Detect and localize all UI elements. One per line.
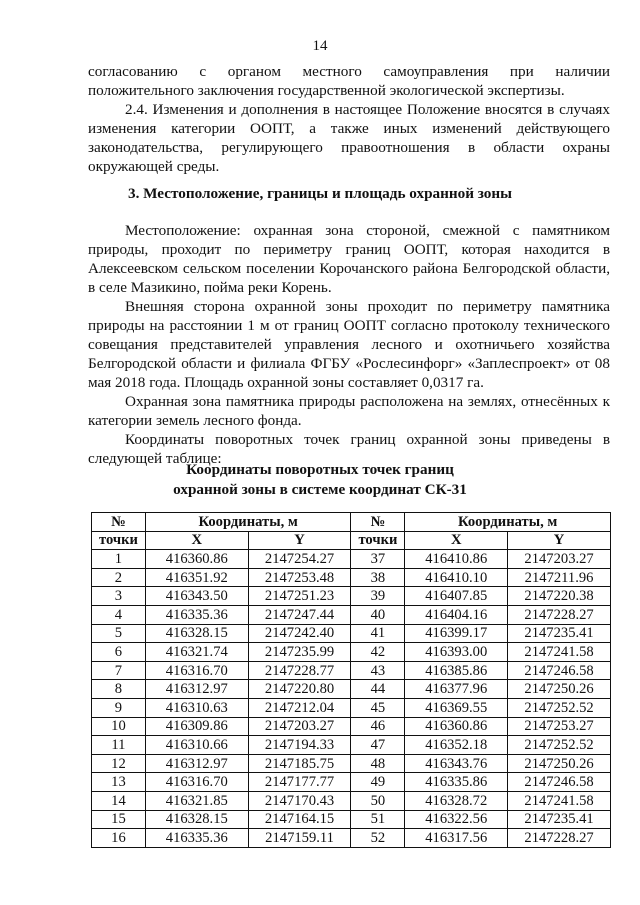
point-number-cell: 46 bbox=[351, 717, 405, 736]
point-number-cell: 1 bbox=[92, 550, 146, 569]
point-number-cell: 5 bbox=[92, 624, 146, 643]
intro-text bbox=[88, 62, 610, 176]
x-coordinate-cell: 416351.92 bbox=[145, 568, 248, 587]
y-coordinate-cell: 2147235.99 bbox=[248, 643, 351, 662]
point-number-cell: 50 bbox=[351, 791, 405, 810]
section-text bbox=[88, 221, 610, 468]
table-row bbox=[92, 568, 611, 587]
point-number-cell: 7 bbox=[92, 661, 146, 680]
point-number-cell: 43 bbox=[351, 661, 405, 680]
table-row bbox=[92, 698, 611, 717]
paragraph: 2.4. Изменения и дополнения в настоящее Положение вносятся в случаях изменения категории ООПТ, а также иных изменений действующего законодательства, регулирующего правоотношения в области охраны окружающей среды. bbox=[88, 101, 610, 175]
y-coordinate-cell: 2147220.80 bbox=[248, 680, 351, 699]
table-row bbox=[92, 736, 611, 755]
point-number-cell: 44 bbox=[351, 680, 405, 699]
point-number-cell: 49 bbox=[351, 773, 405, 792]
y-coordinate-cell: 2147235.41 bbox=[508, 624, 611, 643]
table-row bbox=[92, 810, 611, 829]
table-title-line: Координаты поворотных точек границ bbox=[186, 461, 454, 478]
y-coordinate-cell: 2147246.58 bbox=[508, 773, 611, 792]
x-coordinate-cell: 416316.70 bbox=[145, 661, 248, 680]
paragraph: Координаты поворотных точек границ охранной зоны приведены в следующей таблице: bbox=[88, 431, 610, 467]
y-coordinate-cell: 2147254.27 bbox=[248, 550, 351, 569]
point-number-cell: 6 bbox=[92, 643, 146, 662]
point-number-cell: 8 bbox=[92, 680, 146, 699]
paragraph: Местоположение: охранная зона стороной, смежной с памятником природы, проходит по периметру границ ООПТ, которая находится в Алексеевском сельском поселении Корочанского района Белгородской области, в селе Мазикино, пойма реки Корень. bbox=[88, 222, 610, 296]
x-coordinate-cell: 416385.86 bbox=[405, 661, 508, 680]
x-coordinate-cell: 416321.85 bbox=[145, 791, 248, 810]
table-row bbox=[92, 550, 611, 569]
header-x: X bbox=[405, 531, 508, 550]
table-row bbox=[92, 717, 611, 736]
x-coordinate-cell: 416310.63 bbox=[145, 698, 248, 717]
x-coordinate-cell: 416312.97 bbox=[145, 754, 248, 773]
y-coordinate-cell: 2147212.04 bbox=[248, 698, 351, 717]
point-number-cell: 14 bbox=[92, 791, 146, 810]
section-heading: 3. Местоположение, границы и площадь охранной зоны bbox=[127, 185, 512, 202]
point-number-cell: 11 bbox=[92, 736, 146, 755]
y-coordinate-cell: 2147242.40 bbox=[248, 624, 351, 643]
paragraph: Охранная зона памятника природы расположена на землях, отнесённых к категории земель лесного фонда. bbox=[88, 393, 610, 429]
x-coordinate-cell: 416410.86 bbox=[405, 550, 508, 569]
page-number: 14 bbox=[312, 38, 328, 54]
y-coordinate-cell: 2147250.26 bbox=[508, 680, 611, 699]
x-coordinate-cell: 416312.97 bbox=[145, 680, 248, 699]
header-point-number: № bbox=[351, 513, 405, 532]
y-coordinate-cell: 2147241.58 bbox=[508, 791, 611, 810]
table-row bbox=[92, 605, 611, 624]
point-number-cell: 9 bbox=[92, 698, 146, 717]
table-row bbox=[92, 754, 611, 773]
x-coordinate-cell: 416404.16 bbox=[405, 605, 508, 624]
point-number-cell: 48 bbox=[351, 754, 405, 773]
y-coordinate-cell: 2147253.48 bbox=[248, 568, 351, 587]
header-coordinates: Координаты, м bbox=[405, 513, 611, 532]
x-coordinate-cell: 416343.76 bbox=[405, 754, 508, 773]
y-coordinate-cell: 2147185.75 bbox=[248, 754, 351, 773]
y-coordinate-cell: 2147253.27 bbox=[508, 717, 611, 736]
x-coordinate-cell: 416321.74 bbox=[145, 643, 248, 662]
x-coordinate-cell: 416407.85 bbox=[405, 587, 508, 606]
x-coordinate-cell: 416352.18 bbox=[405, 736, 508, 755]
header-point-number: № bbox=[92, 513, 146, 532]
point-number-cell: 51 bbox=[351, 810, 405, 829]
point-number-cell: 3 bbox=[92, 587, 146, 606]
point-number-cell: 15 bbox=[92, 810, 146, 829]
x-coordinate-cell: 416399.17 bbox=[405, 624, 508, 643]
x-coordinate-cell: 416369.55 bbox=[405, 698, 508, 717]
y-coordinate-cell: 2147194.33 bbox=[248, 736, 351, 755]
y-coordinate-cell: 2147228.27 bbox=[508, 605, 611, 624]
point-number-cell: 47 bbox=[351, 736, 405, 755]
table-row bbox=[92, 643, 611, 662]
table-row bbox=[92, 587, 611, 606]
x-coordinate-cell: 416328.72 bbox=[405, 791, 508, 810]
y-coordinate-cell: 2147177.77 bbox=[248, 773, 351, 792]
header-coordinates: Координаты, м bbox=[145, 513, 351, 532]
paragraph: Внешняя сторона охранной зоны проходит по периметру памятника природы на расстоянии 1 м от границ ООПТ согласно протоколу технического совещания представителей управления лесного и охотничьего хозяйства Белгородской области и филиала ФГБУ «Рослесинфорг» «Заплеспроект» от 08 мая 2018 года. Площадь охранной зоны составляет 0,0317 га. bbox=[88, 298, 610, 391]
x-coordinate-cell: 416335.36 bbox=[145, 605, 248, 624]
y-coordinate-cell: 2147164.15 bbox=[248, 810, 351, 829]
header-y: Y bbox=[508, 531, 611, 550]
x-coordinate-cell: 416360.86 bbox=[405, 717, 508, 736]
table-row bbox=[92, 773, 611, 792]
point-number-cell: 37 bbox=[351, 550, 405, 569]
x-coordinate-cell: 416310.66 bbox=[145, 736, 248, 755]
y-coordinate-cell: 2147211.96 bbox=[508, 568, 611, 587]
y-coordinate-cell: 2147220.38 bbox=[508, 587, 611, 606]
table-row bbox=[92, 624, 611, 643]
y-coordinate-cell: 2147170.43 bbox=[248, 791, 351, 810]
paragraph: согласованию с органом местного самоуправления при наличии положительного заключения государственной экологической экспертизы. bbox=[88, 63, 610, 99]
point-number-cell: 2 bbox=[92, 568, 146, 587]
x-coordinate-cell: 416316.70 bbox=[145, 773, 248, 792]
y-coordinate-cell: 2147228.27 bbox=[508, 829, 611, 848]
y-coordinate-cell: 2147235.41 bbox=[508, 810, 611, 829]
x-coordinate-cell: 416335.86 bbox=[405, 773, 508, 792]
point-number-cell: 10 bbox=[92, 717, 146, 736]
point-number-cell: 13 bbox=[92, 773, 146, 792]
point-number-cell: 45 bbox=[351, 698, 405, 717]
y-coordinate-cell: 2147252.52 bbox=[508, 736, 611, 755]
y-coordinate-cell: 2147228.77 bbox=[248, 661, 351, 680]
coordinates-table bbox=[91, 512, 611, 848]
point-number-cell: 4 bbox=[92, 605, 146, 624]
point-number-cell: 52 bbox=[351, 829, 405, 848]
x-coordinate-cell: 416328.15 bbox=[145, 810, 248, 829]
point-number-cell: 12 bbox=[92, 754, 146, 773]
x-coordinate-cell: 416377.96 bbox=[405, 680, 508, 699]
y-coordinate-cell: 2147252.52 bbox=[508, 698, 611, 717]
point-number-cell: 41 bbox=[351, 624, 405, 643]
table-title bbox=[0, 460, 640, 500]
table-header-row bbox=[92, 531, 611, 550]
header-y: Y bbox=[248, 531, 351, 550]
point-number-cell: 42 bbox=[351, 643, 405, 662]
x-coordinate-cell: 416393.00 bbox=[405, 643, 508, 662]
x-coordinate-cell: 416309.86 bbox=[145, 717, 248, 736]
x-coordinate-cell: 416335.36 bbox=[145, 829, 248, 848]
table-row bbox=[92, 680, 611, 699]
y-coordinate-cell: 2147159.11 bbox=[248, 829, 351, 848]
y-coordinate-cell: 2147241.58 bbox=[508, 643, 611, 662]
table-row bbox=[92, 791, 611, 810]
table-header-row bbox=[92, 513, 611, 532]
y-coordinate-cell: 2147247.44 bbox=[248, 605, 351, 624]
x-coordinate-cell: 416410.10 bbox=[405, 568, 508, 587]
point-number-cell: 39 bbox=[351, 587, 405, 606]
point-number-cell: 40 bbox=[351, 605, 405, 624]
header-point-number: точки bbox=[92, 531, 146, 550]
y-coordinate-cell: 2147251.23 bbox=[248, 587, 351, 606]
point-number-cell: 38 bbox=[351, 568, 405, 587]
header-point-number: точки bbox=[351, 531, 405, 550]
x-coordinate-cell: 416328.15 bbox=[145, 624, 248, 643]
table-row bbox=[92, 661, 611, 680]
y-coordinate-cell: 2147246.58 bbox=[508, 661, 611, 680]
table-body bbox=[92, 550, 611, 848]
table-title-line: охранной зоны в системе координат СК-31 bbox=[173, 481, 467, 498]
x-coordinate-cell: 416322.56 bbox=[405, 810, 508, 829]
x-coordinate-cell: 416343.50 bbox=[145, 587, 248, 606]
y-coordinate-cell: 2147203.27 bbox=[508, 550, 611, 569]
table-row bbox=[92, 829, 611, 848]
x-coordinate-cell: 416360.86 bbox=[145, 550, 248, 569]
y-coordinate-cell: 2147203.27 bbox=[248, 717, 351, 736]
y-coordinate-cell: 2147250.26 bbox=[508, 754, 611, 773]
x-coordinate-cell: 416317.56 bbox=[405, 829, 508, 848]
header-x: X bbox=[145, 531, 248, 550]
point-number-cell: 16 bbox=[92, 829, 146, 848]
